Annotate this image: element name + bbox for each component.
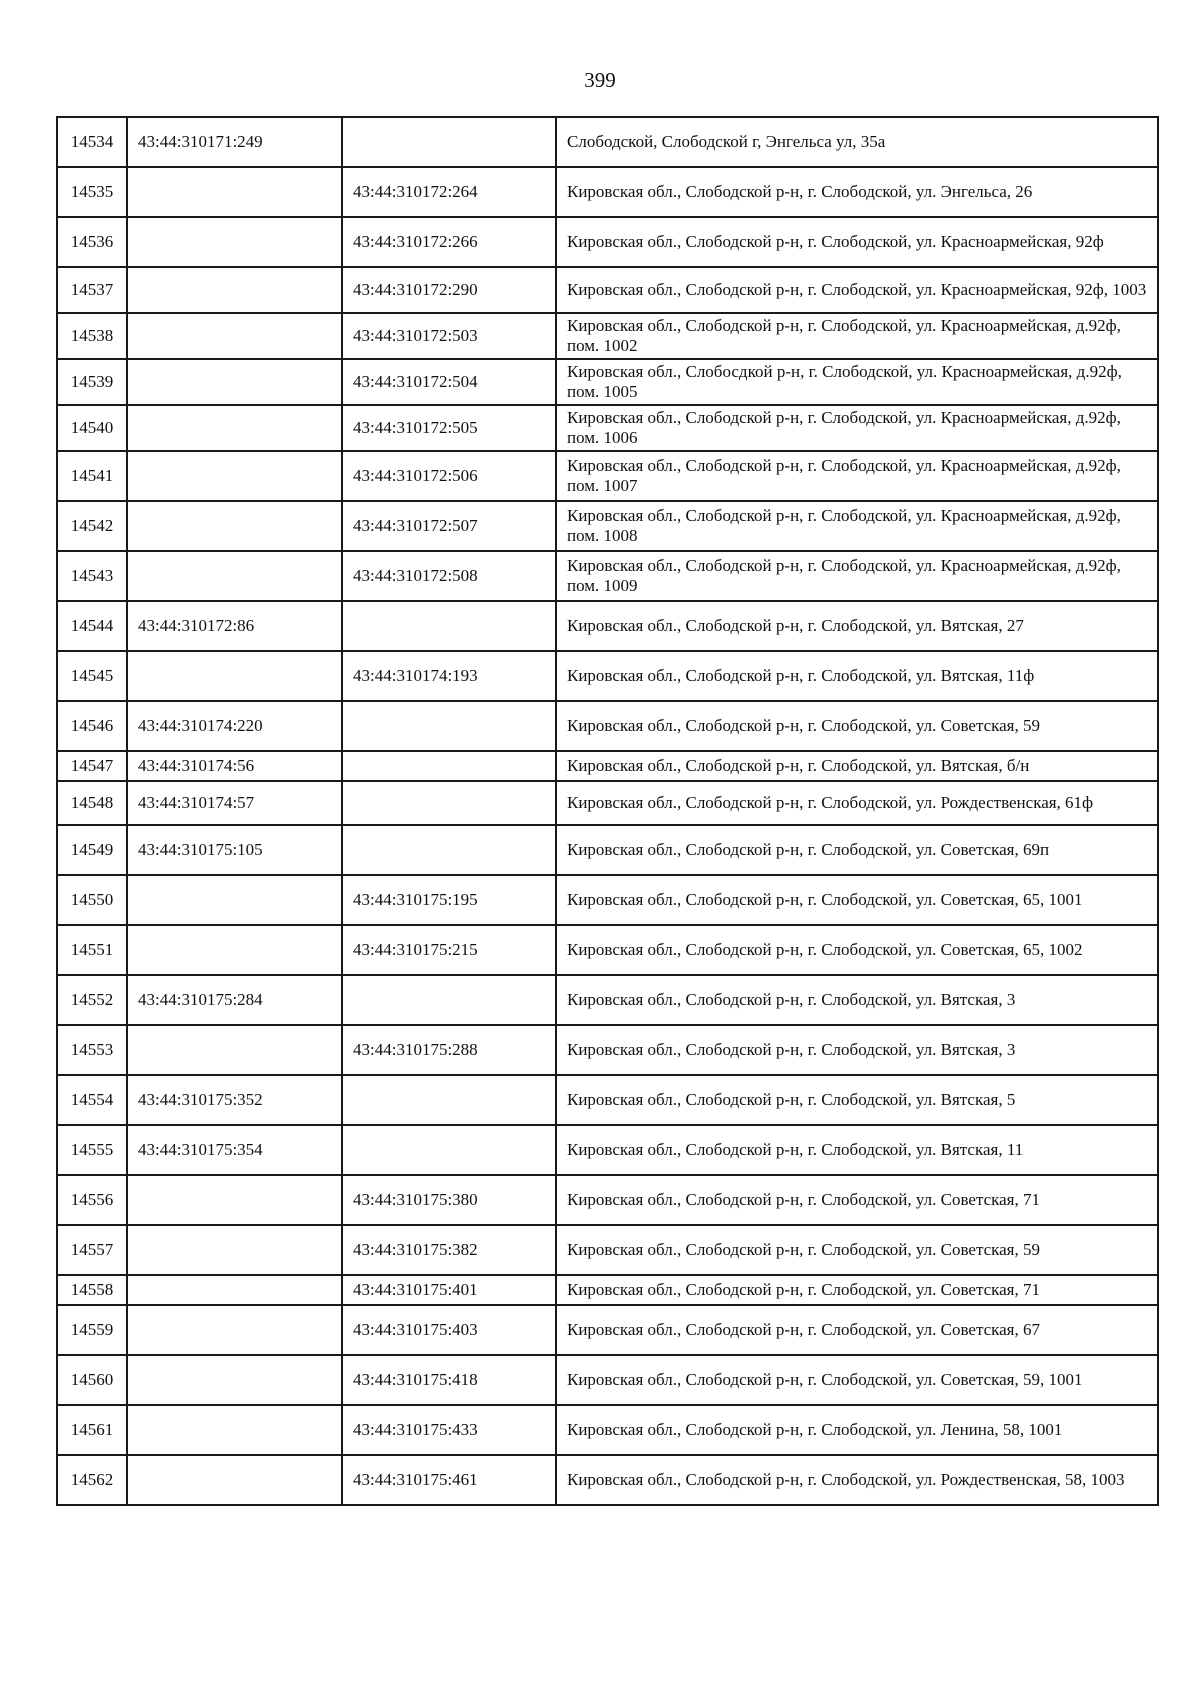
address-cell: Кировская обл., Слободской р-н, г. Слободской, ул. Красноармейская, 92ф xyxy=(556,217,1158,267)
row-number-cell: 14544 xyxy=(57,601,127,651)
address-cell: Кировская обл., Слободской р-н, г. Слободской, ул. Вятская, б/н xyxy=(556,751,1158,781)
address-cell: Кировская обл., Слободской р-н, г. Слободской, ул. Красноармейская, д.92ф, пом. 1002 xyxy=(556,313,1158,359)
cadastral-number-a-cell xyxy=(127,1455,342,1505)
address-cell: Кировская обл., Слободской р-н, г. Слободской, ул. Энгельса, 26 xyxy=(556,167,1158,217)
address-cell: Кировская обл., Слободской р-н, г. Слободской, ул. Советская, 71 xyxy=(556,1275,1158,1305)
table-row xyxy=(57,313,1158,359)
cadastral-number-a-cell xyxy=(127,359,342,405)
address-cell: Кировская обл., Слободской р-н, г. Слободской, ул. Красноармейская, д.92ф, пом. 1006 xyxy=(556,405,1158,451)
table-row xyxy=(57,167,1158,217)
cadastral-number-b-cell xyxy=(342,117,556,167)
page-number: 399 xyxy=(584,68,616,92)
address-cell: Кировская обл., Слободской р-н, г. Слободской, ул. Советская, 65, 1001 xyxy=(556,875,1158,925)
cadastral-number-b-cell: 43:44:310175:418 xyxy=(342,1355,556,1405)
address-cell: Слободской, Слободской г, Энгельса ул, 35а xyxy=(556,117,1158,167)
address-cell: Кировская обл., Слободской р-н, г. Слободской, ул. Советская, 59 xyxy=(556,1225,1158,1275)
cadastral-number-b-cell xyxy=(342,1125,556,1175)
cadastral-number-b-cell: 43:44:310175:401 xyxy=(342,1275,556,1305)
row-number-cell: 14558 xyxy=(57,1275,127,1305)
table-row xyxy=(57,751,1158,781)
table-row xyxy=(57,781,1158,825)
table-row xyxy=(57,1405,1158,1455)
cadastral-number-a-cell xyxy=(127,1355,342,1405)
table-row xyxy=(57,701,1158,751)
cadastral-number-b-cell xyxy=(342,825,556,875)
cadastral-number-a-cell xyxy=(127,1025,342,1075)
table-row xyxy=(57,501,1158,551)
table-row xyxy=(57,267,1158,313)
cadastral-number-a-cell xyxy=(127,313,342,359)
cadastral-number-a-cell xyxy=(127,1405,342,1455)
row-number-cell: 14538 xyxy=(57,313,127,359)
table-row xyxy=(57,1305,1158,1355)
row-number-cell: 14562 xyxy=(57,1455,127,1505)
cadastral-number-b-cell xyxy=(342,751,556,781)
row-number-cell: 14535 xyxy=(57,167,127,217)
row-number-cell: 14550 xyxy=(57,875,127,925)
address-cell: Кировская обл., Слобосдкой р-н, г. Слободской, ул. Красноармейская, д.92ф, пом. 1005 xyxy=(556,359,1158,405)
cadastral-number-b-cell: 43:44:310175:382 xyxy=(342,1225,556,1275)
address-cell: Кировская обл., Слободской р-н, г. Слободской, ул. Вятская, 5 xyxy=(556,1075,1158,1125)
registry-table-body xyxy=(57,117,1158,1505)
table-row xyxy=(57,451,1158,501)
table-row xyxy=(57,1125,1158,1175)
address-cell: Кировская обл., Слободской р-н, г. Слободской, ул. Вятская, 27 xyxy=(556,601,1158,651)
cadastral-number-a-cell xyxy=(127,217,342,267)
cadastral-number-a-cell: 43:44:310171:249 xyxy=(127,117,342,167)
table-row xyxy=(57,117,1158,167)
row-number-cell: 14545 xyxy=(57,651,127,701)
address-cell: Кировская обл., Слободской р-н, г. Слободской, ул. Рождественская, 58, 1003 xyxy=(556,1455,1158,1505)
cadastral-number-b-cell: 43:44:310172:266 xyxy=(342,217,556,267)
registry-table xyxy=(56,116,1159,1506)
cadastral-number-a-cell xyxy=(127,1225,342,1275)
row-number-cell: 14537 xyxy=(57,267,127,313)
row-number-cell: 14542 xyxy=(57,501,127,551)
table-row xyxy=(57,1275,1158,1305)
cadastral-number-b-cell xyxy=(342,701,556,751)
row-number-cell: 14548 xyxy=(57,781,127,825)
address-cell: Кировская обл., Слободской р-н, г. Слободской, ул. Красноармейская, д.92ф, пом. 1007 xyxy=(556,451,1158,501)
table-row xyxy=(57,825,1158,875)
row-number-cell: 14557 xyxy=(57,1225,127,1275)
row-number-cell: 14539 xyxy=(57,359,127,405)
table-row xyxy=(57,925,1158,975)
cadastral-number-b-cell: 43:44:310175:380 xyxy=(342,1175,556,1225)
table-row xyxy=(57,1355,1158,1405)
cadastral-number-b-cell: 43:44:310175:215 xyxy=(342,925,556,975)
cadastral-number-b-cell: 43:44:310172:290 xyxy=(342,267,556,313)
row-number-cell: 14555 xyxy=(57,1125,127,1175)
table-row xyxy=(57,1025,1158,1075)
row-number-cell: 14559 xyxy=(57,1305,127,1355)
cadastral-number-b-cell: 43:44:310175:461 xyxy=(342,1455,556,1505)
row-number-cell: 14541 xyxy=(57,451,127,501)
address-cell: Кировская обл., Слободской р-н, г. Слободской, ул. Советская, 69п xyxy=(556,825,1158,875)
address-cell: Кировская обл., Слободской р-н, г. Слободской, ул. Красноармейская, д.92ф, пом. 1009 xyxy=(556,551,1158,601)
row-number-cell: 14546 xyxy=(57,701,127,751)
table-row xyxy=(57,601,1158,651)
row-number-cell: 14560 xyxy=(57,1355,127,1405)
table-row xyxy=(57,405,1158,451)
cadastral-number-a-cell xyxy=(127,651,342,701)
cadastral-number-a-cell xyxy=(127,451,342,501)
address-cell: Кировская обл., Слободской р-н, г. Слободской, ул. Вятская, 3 xyxy=(556,975,1158,1025)
cadastral-number-b-cell: 43:44:310172:508 xyxy=(342,551,556,601)
cadastral-number-b-cell: 43:44:310172:505 xyxy=(342,405,556,451)
cadastral-number-b-cell: 43:44:310175:403 xyxy=(342,1305,556,1355)
cadastral-number-b-cell: 43:44:310172:503 xyxy=(342,313,556,359)
cadastral-number-a-cell xyxy=(127,1305,342,1355)
row-number-cell: 14549 xyxy=(57,825,127,875)
table-row xyxy=(57,875,1158,925)
row-number-cell: 14561 xyxy=(57,1405,127,1455)
cadastral-number-a-cell: 43:44:310174:56 xyxy=(127,751,342,781)
cadastral-number-b-cell xyxy=(342,601,556,651)
address-cell: Кировская обл., Слободской р-н, г. Слободской, ул. Советская, 65, 1002 xyxy=(556,925,1158,975)
address-cell: Кировская обл., Слободской р-н, г. Слободской, ул. Советская, 59, 1001 xyxy=(556,1355,1158,1405)
row-number-cell: 14547 xyxy=(57,751,127,781)
address-cell: Кировская обл., Слободской р-н, г. Слободской, ул. Советская, 59 xyxy=(556,701,1158,751)
address-cell: Кировская обл., Слободской р-н, г. Слободской, ул. Вятская, 11ф xyxy=(556,651,1158,701)
cadastral-number-a-cell: 43:44:310175:354 xyxy=(127,1125,342,1175)
table-row xyxy=(57,359,1158,405)
cadastral-number-a-cell xyxy=(127,405,342,451)
cadastral-number-a-cell xyxy=(127,167,342,217)
cadastral-number-a-cell: 43:44:310174:57 xyxy=(127,781,342,825)
cadastral-number-a-cell: 43:44:310175:352 xyxy=(127,1075,342,1125)
table-row xyxy=(57,975,1158,1025)
table-row xyxy=(57,1175,1158,1225)
row-number-cell: 14543 xyxy=(57,551,127,601)
cadastral-number-a-cell: 43:44:310174:220 xyxy=(127,701,342,751)
cadastral-number-a-cell: 43:44:310175:105 xyxy=(127,825,342,875)
address-cell: Кировская обл., Слободской р-н, г. Слободской, ул. Советская, 67 xyxy=(556,1305,1158,1355)
cadastral-number-b-cell: 43:44:310175:433 xyxy=(342,1405,556,1455)
cadastral-number-b-cell: 43:44:310174:193 xyxy=(342,651,556,701)
cadastral-number-b-cell: 43:44:310172:506 xyxy=(342,451,556,501)
table-row xyxy=(57,651,1158,701)
table-row xyxy=(57,1075,1158,1125)
cadastral-number-b-cell: 43:44:310172:504 xyxy=(342,359,556,405)
cadastral-number-b-cell xyxy=(342,781,556,825)
cadastral-number-a-cell xyxy=(127,501,342,551)
address-cell: Кировская обл., Слободской р-н, г. Слободской, ул. Ленина, 58, 1001 xyxy=(556,1405,1158,1455)
cadastral-number-b-cell: 43:44:310175:288 xyxy=(342,1025,556,1075)
cadastral-number-a-cell xyxy=(127,925,342,975)
row-number-cell: 14553 xyxy=(57,1025,127,1075)
cadastral-number-a-cell xyxy=(127,267,342,313)
address-cell: Кировская обл., Слободской р-н, г. Слободской, ул. Красноармейская, 92ф, 1003 xyxy=(556,267,1158,313)
address-cell: Кировская обл., Слободской р-н, г. Слободской, ул. Советская, 71 xyxy=(556,1175,1158,1225)
cadastral-number-b-cell xyxy=(342,975,556,1025)
cadastral-number-a-cell: 43:44:310172:86 xyxy=(127,601,342,651)
cadastral-number-a-cell: 43:44:310175:284 xyxy=(127,975,342,1025)
address-cell: Кировская обл., Слободской р-н, г. Слободской, ул. Красноармейская, д.92ф, пом. 1008 xyxy=(556,501,1158,551)
address-cell: Кировская обл., Слободской р-н, г. Слободской, ул. Вятская, 11 xyxy=(556,1125,1158,1175)
cadastral-number-a-cell xyxy=(127,1175,342,1225)
cadastral-number-b-cell: 43:44:310175:195 xyxy=(342,875,556,925)
row-number-cell: 14540 xyxy=(57,405,127,451)
cadastral-number-b-cell: 43:44:310172:507 xyxy=(342,501,556,551)
row-number-cell: 14534 xyxy=(57,117,127,167)
cadastral-number-a-cell xyxy=(127,1275,342,1305)
row-number-cell: 14536 xyxy=(57,217,127,267)
row-number-cell: 14556 xyxy=(57,1175,127,1225)
address-cell: Кировская обл., Слободской р-н, г. Слободской, ул. Вятская, 3 xyxy=(556,1025,1158,1075)
table-row xyxy=(57,217,1158,267)
table-row xyxy=(57,1455,1158,1505)
row-number-cell: 14554 xyxy=(57,1075,127,1125)
row-number-cell: 14551 xyxy=(57,925,127,975)
table-row xyxy=(57,551,1158,601)
cadastral-number-a-cell xyxy=(127,875,342,925)
cadastral-number-a-cell xyxy=(127,551,342,601)
row-number-cell: 14552 xyxy=(57,975,127,1025)
cadastral-number-b-cell xyxy=(342,1075,556,1125)
cadastral-number-b-cell: 43:44:310172:264 xyxy=(342,167,556,217)
table-row xyxy=(57,1225,1158,1275)
address-cell: Кировская обл., Слободской р-н, г. Слободской, ул. Рождественская, 61ф xyxy=(556,781,1158,825)
